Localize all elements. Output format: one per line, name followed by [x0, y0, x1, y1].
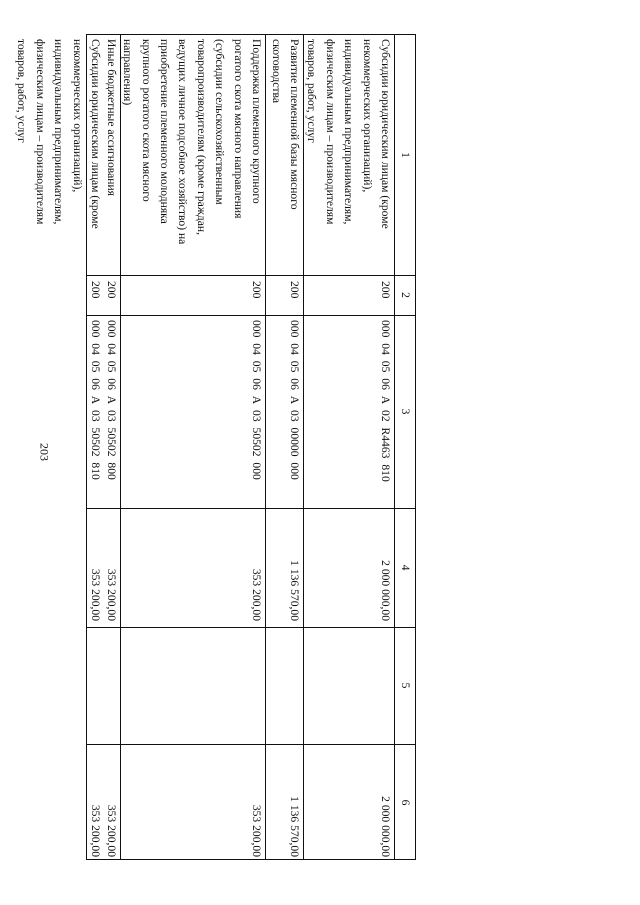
row-3-name-line: ведущих личное подсобное хозяйство) на [176, 39, 190, 245]
header-col-2: 2 [399, 292, 412, 298]
row-5-name [12, 39, 104, 229]
row-5-name-line: индивидуальным предпринимателям, [52, 39, 66, 225]
row-divider [394, 35, 395, 859]
row-1-code: 000 04 05 06 А 02 R4463 810 [379, 320, 392, 482]
row-1-col6: 2 000 000,00 [379, 796, 392, 857]
row-1-name-line: индивидуальным предпринимателям, [342, 39, 356, 225]
row-1-col2: 200 [379, 281, 392, 299]
row-3-name [118, 39, 265, 244]
row-3-name-line: товаропроизводителям (кроме граждан, [194, 39, 208, 235]
row-4-col2: 200 [105, 281, 118, 299]
row-4-name-line: Иные бюджетные ассигнования [105, 39, 118, 196]
column-divider [87, 275, 415, 276]
row-2-name-line: Развитие племенной базы мясного [288, 39, 301, 210]
row-3-col4: 353 200,00 [250, 568, 263, 621]
row-2-col6: 1 136 570,00 [288, 796, 301, 857]
row-4-name [102, 39, 120, 196]
header-col-1: 1 [399, 152, 412, 158]
row-4-code: 000 04 05 06 А 03 50502 800 [105, 320, 118, 480]
row-3-col2: 200 [250, 281, 263, 299]
header-col-4: 4 [399, 564, 412, 571]
row-2-name [266, 39, 303, 210]
row-2-code: 000 04 05 06 А 03 00000 000 [288, 320, 301, 480]
row-1-name-line: Субсидии юридическим лицам (кроме [379, 39, 392, 229]
row-5-col6: 353 200,00 [89, 804, 102, 857]
row-3-name-line: (субсидии сельскохозяйственным [213, 39, 227, 205]
row-3-name-line: приобретение племенного молодняка [157, 39, 171, 224]
column-divider [87, 315, 415, 316]
row-5-col2: 200 [89, 281, 102, 299]
row-5-col4: 353 200,00 [89, 568, 102, 621]
row-4-col6: 353 200,00 [105, 804, 118, 857]
column-divider [87, 627, 415, 628]
header-col-3: 3 [399, 408, 412, 415]
row-3-name-line: направления) [121, 39, 135, 106]
header-col-6: 6 [399, 799, 412, 806]
row-5-name-line: товаров, работ, услуг [15, 39, 29, 143]
row-1-name-line: физическим лицам – производителям [323, 39, 337, 225]
row-3-name-line: рогатого скота мясного направления [231, 39, 245, 219]
row-2-name-line: скотоводства [269, 39, 283, 103]
row-3-code: 000 04 05 06 А 03 50502 000 [250, 320, 263, 480]
row-5-name-line: Субсидии юридическим лицам (кроме [89, 39, 102, 229]
row-2-col2: 200 [288, 281, 301, 299]
row-1-name-line: товаров, работ, услуг [305, 39, 319, 143]
header-col-5: 5 [399, 682, 412, 689]
row-1-name-line: некоммерческих организаций), [360, 39, 374, 193]
row-1-name [302, 39, 394, 229]
row-3-col6: 353 200,00 [250, 804, 263, 857]
row-5-name-line: физическим лицам – производителям [33, 39, 47, 225]
row-5-code: 000 04 05 06 А 03 50502 810 [89, 320, 102, 480]
row-2-col4: 1 136 570,00 [288, 560, 301, 621]
page-number: 203 [37, 443, 52, 461]
row-1-col4: 2 000 000,00 [379, 560, 392, 621]
row-4-col4: 353 200,00 [105, 568, 118, 621]
row-5-name-line: некоммерческих организаций), [70, 39, 84, 193]
row-3-name-line: Поддержка племенного крупного [250, 39, 263, 204]
row-3-name-line: крупного рогатого скота мясного [139, 39, 153, 202]
